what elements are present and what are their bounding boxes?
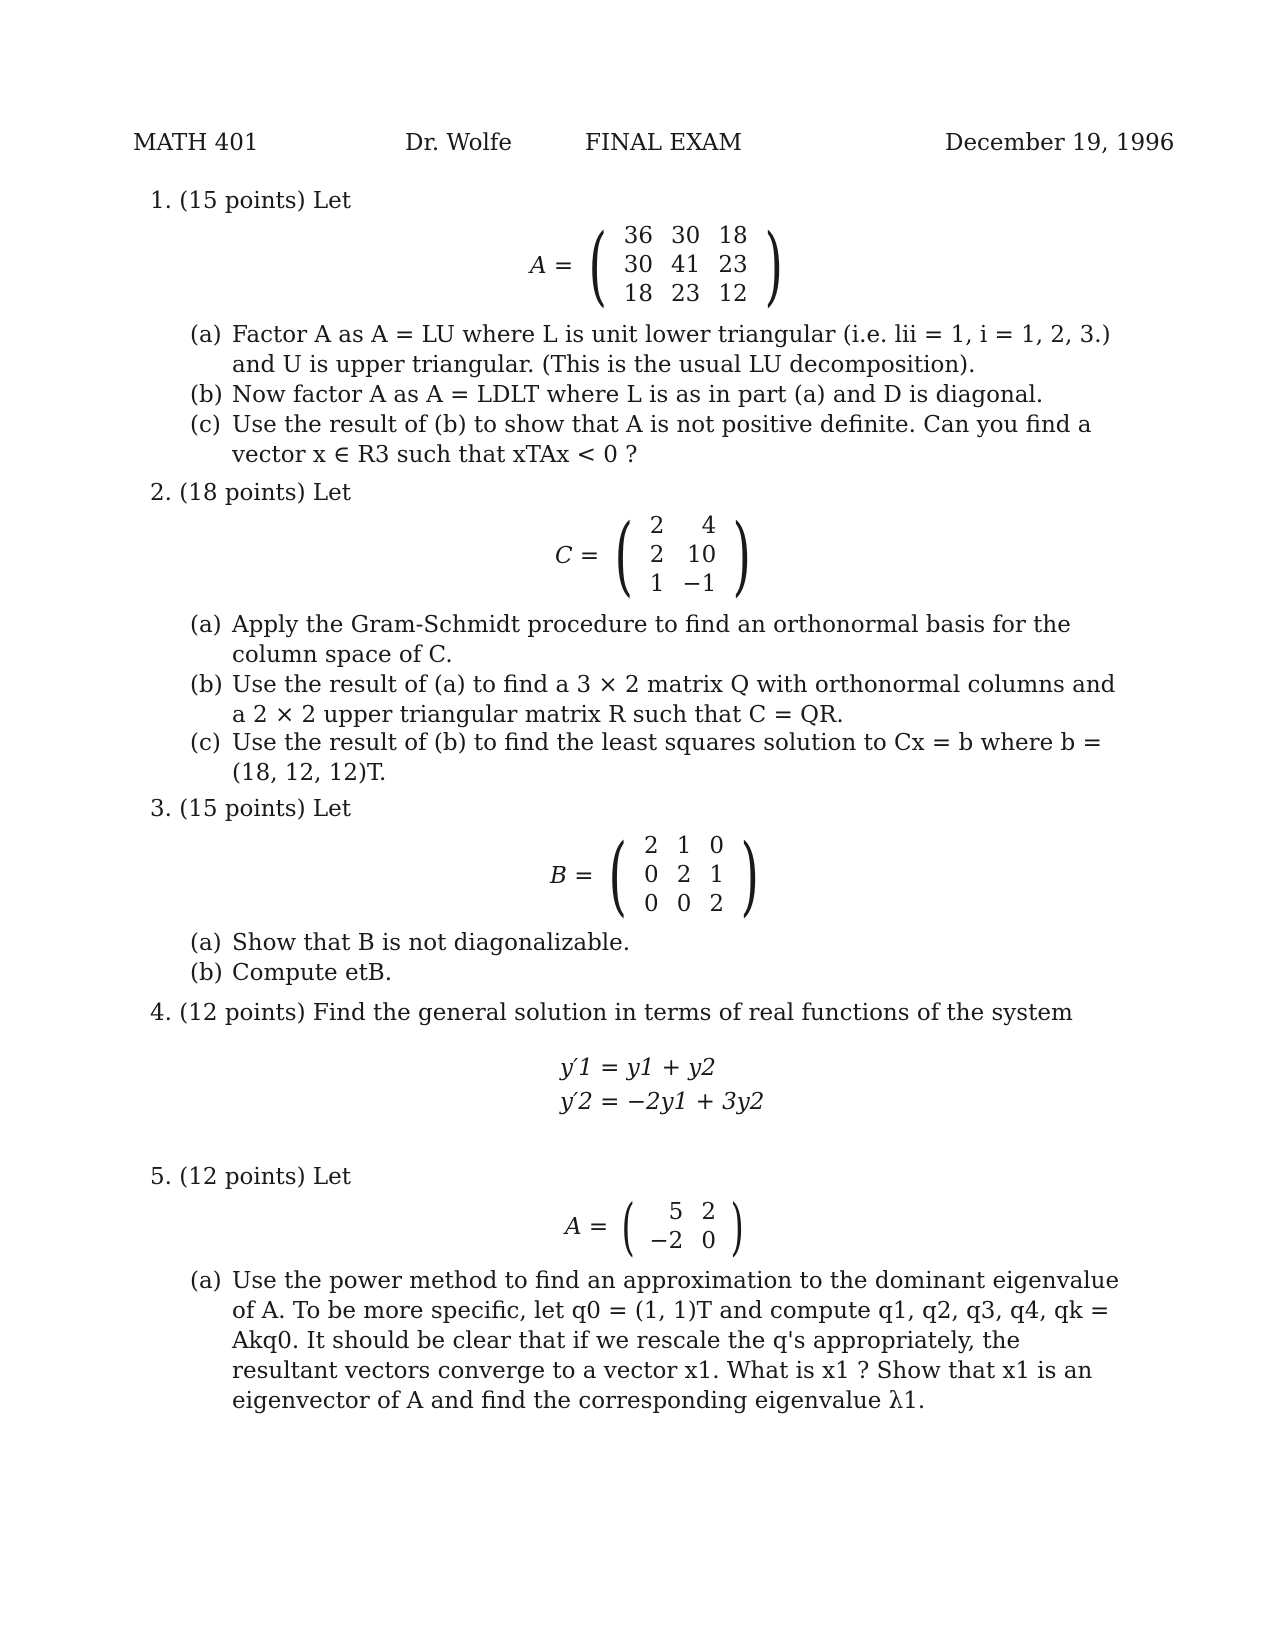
right-paren: )	[732, 505, 752, 606]
left-paren: (	[609, 825, 628, 926]
matrix-a2	[565, 1190, 749, 1263]
problem-5a: (a) Use the power method to find an approximation to the dominant eigenvalue of A. To be more specific, let q0 = (1, 1)T and compute q1, q2, q3, q4, qk = Akq0. It should be clear that if we rescale the q's appropriately, the resultant vectors converge to a vector x1. What is x1 ? Show that x1 is an eigenvector of A and find the corresponding eigenvalue λ1.	[190, 1268, 1120, 1414]
problem-1a: (a) Factor A as A = LU where L is unit lower triangular (i.e. lii = 1, i = 1, 2, 3.) and U is upper triangular. (This is the usual LU decomposition).	[190, 322, 1111, 378]
matrix-entries: 2 1 0 0 2 1 0 0 2	[644, 833, 724, 917]
problem-1b: (b) Now factor A as A = LDLT where L is as in part (a) and D is diagonal.	[190, 382, 1044, 408]
problem-number: 1.	[150, 188, 172, 214]
problem-1	[150, 188, 351, 214]
matrix-name: B =	[550, 862, 594, 889]
matrix-name: A =	[530, 252, 574, 279]
problem-3	[150, 796, 351, 822]
instructor: Dr. Wolfe	[405, 130, 512, 156]
matrix-b	[550, 825, 767, 926]
problem-3b: (b) Compute etB.	[190, 960, 393, 986]
equation-1: y′1 = y1 + y2	[560, 1055, 716, 1081]
problem-3a: (a) Show that B is not diagonalizable.	[190, 930, 631, 956]
problem-number: 2.	[150, 480, 172, 506]
matrix-entries: 36 30 18 30 41 23 18 23 12	[623, 223, 748, 307]
problem-2	[150, 480, 351, 506]
exam-date: December 19, 1996	[945, 130, 1175, 156]
problem-intro: (12 points) Let	[179, 1164, 352, 1190]
problem-number: 3.	[150, 796, 172, 822]
right-paren: )	[740, 825, 759, 926]
matrix-a	[530, 215, 790, 316]
problem-intro: (15 points) Let	[179, 188, 352, 214]
matrix-entries: 5 2 −2 0	[649, 1199, 716, 1254]
problem-2c: (c) Use the result of (b) to find the least squares solution to Cx = b where b = (18, 12, 12)T.	[190, 730, 1102, 786]
right-paren: )	[730, 1190, 744, 1263]
right-paren: )	[764, 215, 783, 316]
problem-5	[150, 1164, 351, 1190]
exam-title: FINAL EXAM	[585, 130, 742, 156]
problem-number: 5.	[150, 1164, 172, 1190]
problem-2b: (b) Use the result of (a) to find a 3 × 2 matrix Q with orthonormal columns and a 2 × 2 upper triangular matrix R such that C = QR.	[190, 672, 1116, 728]
problem-intro: (12 points) Find the general solution in terms of real functions of the system	[179, 1000, 1073, 1026]
problem-intro: (15 points) Let	[179, 796, 352, 822]
matrix-name: C =	[555, 542, 600, 569]
left-paren: (	[621, 1190, 635, 1263]
problem-4	[150, 1000, 1073, 1026]
problem-number: 4.	[150, 1000, 172, 1026]
matrix-entries: 2 4 2 10 1 −1	[649, 513, 717, 597]
problem-2a: (a) Apply the Gram-Schmidt procedure to find an orthonormal basis for the column space of C.	[190, 612, 1071, 668]
course-code: MATH 401	[133, 130, 259, 156]
matrix-c	[555, 505, 759, 606]
problem-1c: (c) Use the result of (b) to show that A is not positive definite. Can you find a vector x ∈ R3 such that xTAx < 0 ?	[190, 412, 1092, 468]
equation-2: y′2 = −2y1 + 3y2	[560, 1089, 765, 1115]
matrix-name: A =	[565, 1214, 609, 1240]
problem-intro: (18 points) Let	[179, 480, 352, 506]
left-paren: (	[614, 505, 634, 606]
left-paren: (	[588, 215, 608, 316]
